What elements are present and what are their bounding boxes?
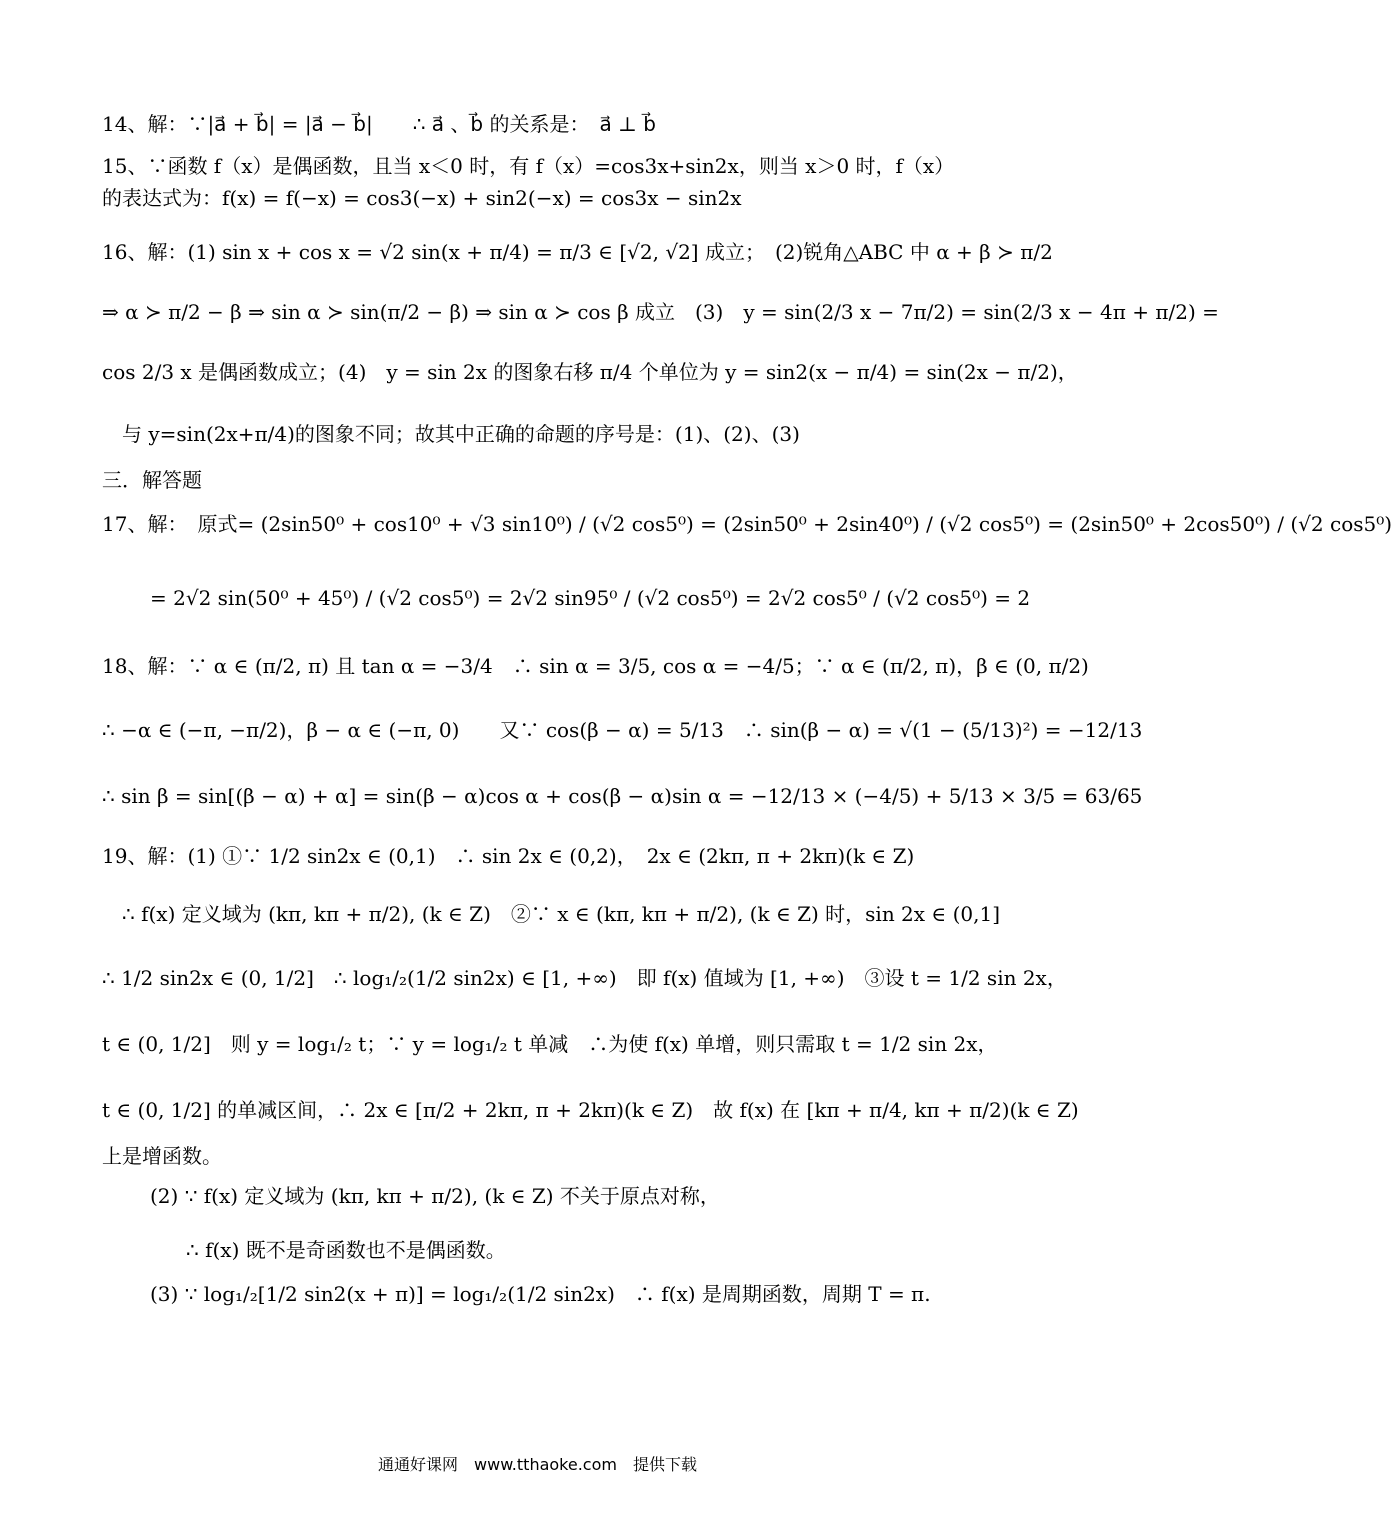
answer-15-line-1: 15、∵函数 f（x）是偶函数，且当 x＜0 时，有 f（x）=cos3x+sin2x，则当 x＞0 时，f（x） bbox=[102, 154, 955, 178]
answer-18-line-2: ∴ −α ∈ (−π, −π/2)，β − α ∈ (−π, 0) 又∵ cos(β − α) = 5/13 ∴ sin(β − α) = √(1 − (5/13)²) = −12/13 bbox=[102, 718, 1143, 742]
answer-19-line-1: 19、解：(1) ①∵ 1/2 sin2x ∈ (0,1) ∴ sin 2x ∈ (0,2)， 2x ∈ (2kπ, π + 2kπ)(k ∈ Z) bbox=[102, 844, 915, 868]
answer-14: 14、解：∵|a⃗ + b⃗| = |a⃗ − b⃗| ∴ a⃗ 、b⃗ 的关系是： a⃗ ⊥ b⃗ bbox=[102, 112, 656, 136]
answer-15-line-2: 的表达式为：f(x) = f(−x) = cos3(−x) + sin2(−x) = cos3x − sin2x bbox=[102, 186, 742, 210]
answer-18-line-3: ∴ sin β = sin[(β − α) + α] = sin(β − α)cos α + cos(β − α)sin α = −12/13 × (−4/5) + 5/13 × 3/5 = 63/65 bbox=[102, 784, 1143, 808]
answer-19-part-2-line-1: (2) ∵ f(x) 定义域为 (kπ, kπ + π/2), (k ∈ Z) 不关于原点对称， bbox=[150, 1184, 720, 1208]
answer-19-part-2-line-2: ∴ f(x) 既不是奇函数也不是偶函数。 bbox=[186, 1238, 506, 1262]
answer-19-line-3: ∴ 1/2 sin2x ∈ (0, 1/2] ∴ log₁/₂(1/2 sin2x) ∈ [1, +∞) 即 f(x) 值域为 [1, +∞) ③设 t = 1/2 sin 2x， bbox=[102, 966, 1067, 990]
answer-16-line-1: 16、解：(1) sin x + cos x = √2 sin(x + π/4) = π/3 ∈ [√2, √2] 成立； (2)锐角△ABC 中 α + β ≻ π/2 bbox=[102, 240, 1053, 264]
answer-19-part-3: (3) ∵ log₁/₂[1/2 sin2(x + π)] = log₁/₂(1/2 sin2x) ∴ f(x) 是周期函数，周期 T = π. bbox=[150, 1282, 931, 1306]
answer-19-line-2: ∴ f(x) 定义域为 (kπ, kπ + π/2), (k ∈ Z) ②∵ x ∈ (kπ, kπ + π/2), (k ∈ Z) 时，sin 2x ∈ (0,1] bbox=[122, 902, 1000, 926]
answer-16-line-2: ⇒ α ≻ π/2 − β ⇒ sin α ≻ sin(π/2 − β) ⇒ sin α ≻ cos β 成立 (3) y = sin(2/3 x − 7π/2) = sin(2/3 x − 4π + π/2) = bbox=[102, 300, 1219, 324]
page-footer: 通通好课网 www.tthaoke.com 提供下载 bbox=[378, 1455, 697, 1474]
answer-17-line-2: = 2√2 sin(50⁰ + 45⁰) / (√2 cos5⁰) = 2√2 sin95⁰ / (√2 cos5⁰) = 2√2 cos5⁰ / (√2 cos5⁰) = 2 bbox=[150, 586, 1031, 610]
answer-19-line-4: t ∈ (0, 1/2] 则 y = log₁/₂ t；∵ y = log₁/₂ t 单减 ∴为使 f(x) 单增，则只需取 t = 1/2 sin 2x， bbox=[102, 1032, 998, 1056]
answer-16-line-3: cos 2/3 x 是偶函数成立；(4) y = sin 2x 的图象右移 π/4 个单位为 y = sin2(x − π/4) = sin(2x − π/2)， bbox=[102, 360, 1078, 384]
answer-16-line-4: 与 y=sin(2x+π/4)的图象不同；故其中正确的命题的序号是：(1)、(2)、(3) bbox=[122, 422, 800, 446]
answer-17-line-1: 17、解： 原式= (2sin50⁰ + cos10⁰ + √3 sin10⁰) / (√2 cos5⁰) = (2sin50⁰ + 2sin40⁰) / (√2 cos5⁰) = (2sin50⁰ + 2cos50⁰) / (√2 cos5⁰) bbox=[102, 512, 1392, 536]
section-heading: 三．解答题 bbox=[102, 468, 202, 492]
answer-19-line-6: 上是增函数。 bbox=[102, 1144, 222, 1168]
answer-18-line-1: 18、解：∵ α ∈ (π/2, π) 且 tan α = −3/4 ∴ sin α = 3/5, cos α = −4/5；∵ α ∈ (π/2, π)，β ∈ (0, π/2) bbox=[102, 654, 1089, 678]
answer-19-line-5: t ∈ (0, 1/2] 的单减区间，∴ 2x ∈ [π/2 + 2kπ, π + 2kπ)(k ∈ Z) 故 f(x) 在 [kπ + π/4, kπ + π/2)(k ∈ Z) bbox=[102, 1098, 1079, 1122]
